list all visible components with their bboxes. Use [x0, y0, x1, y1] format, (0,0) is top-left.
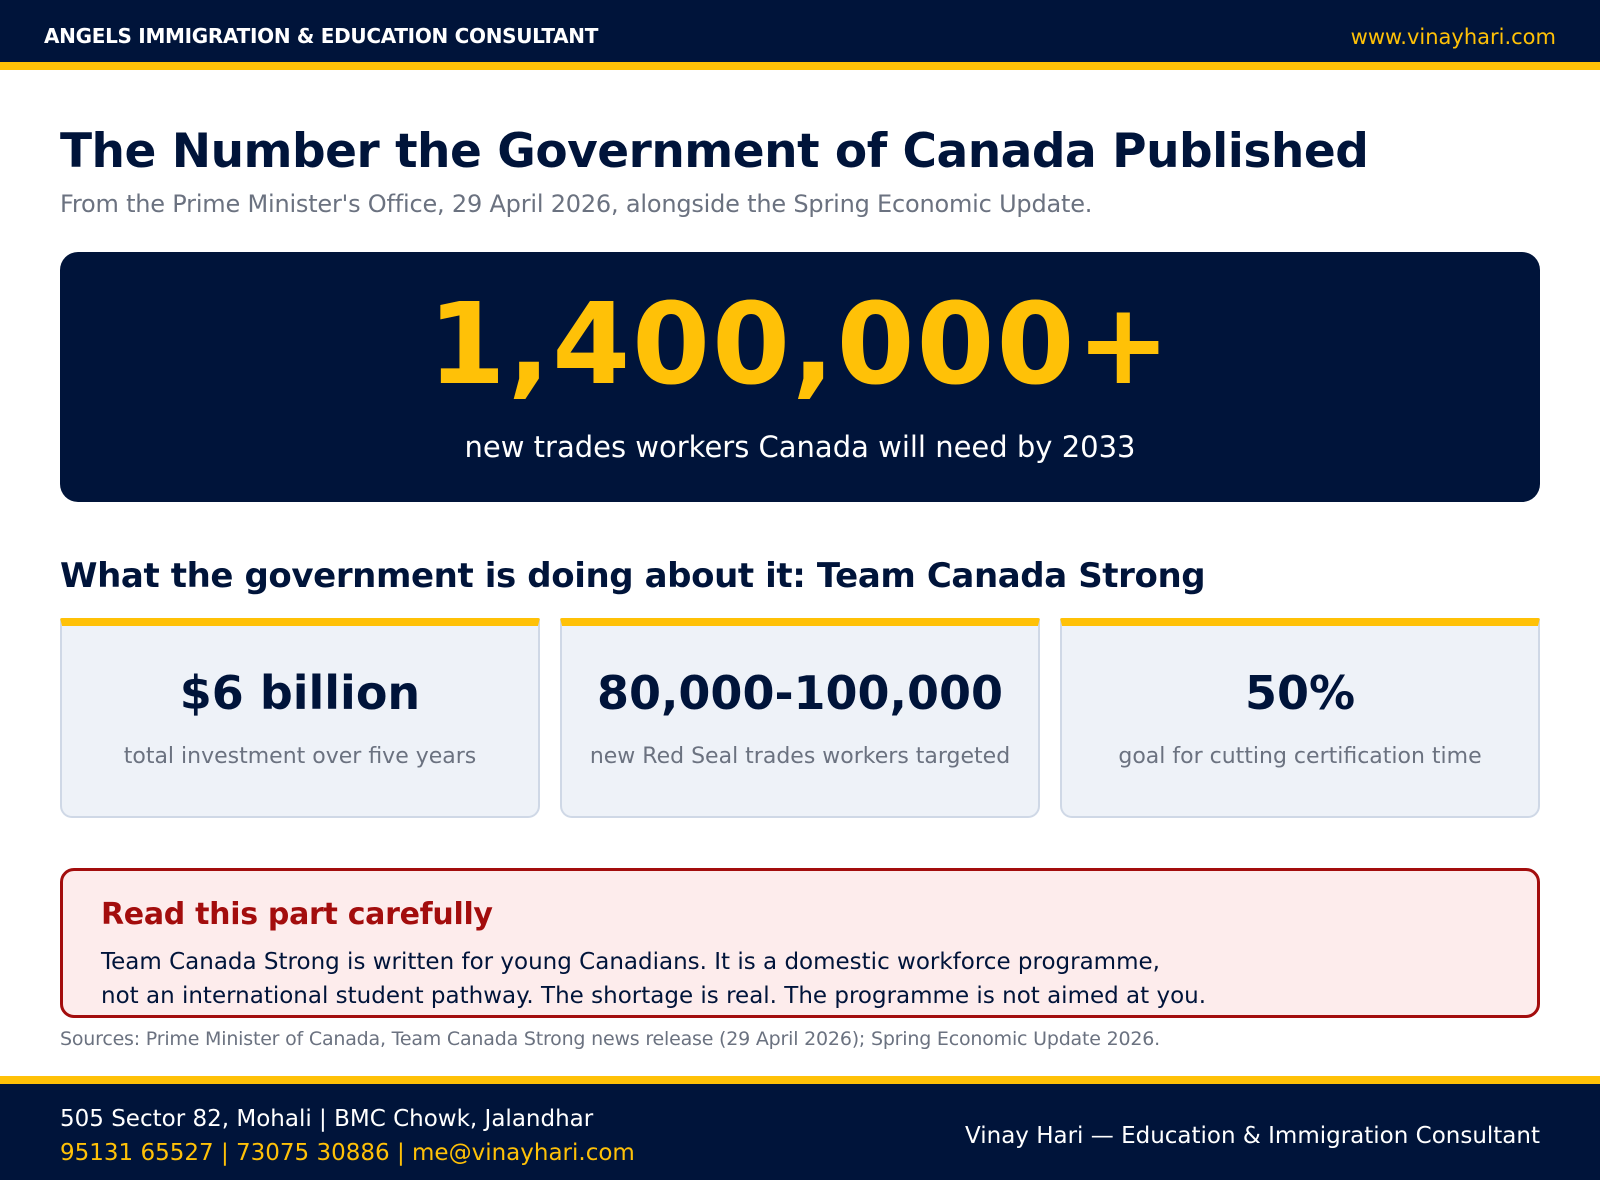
warning-text-line: not an international student pathway. The shortage is real. The programme is not aimed at you.	[101, 983, 1207, 1009]
sources-note: Sources: Prime Minister of Canada, Team Canada Strong news release (29 April 2026); Spring Economic Update 2026.	[60, 1028, 1160, 1050]
stat-label: new Red Seal trades workers targeted	[589, 744, 1011, 769]
stat-value: 80,000-100,000	[596, 666, 1004, 720]
stat-value: $6 billion	[179, 666, 421, 720]
hero-panel	[60, 252, 1540, 502]
top-banner	[0, 0, 1600, 70]
warning-text-line: Team Canada Strong is written for young Canadians. It is a domestic workforce programme,	[101, 949, 1160, 975]
footer-person: Vinay Hari — Education & Immigration Consultant	[965, 1123, 1540, 1149]
warning-box	[60, 868, 1540, 1018]
page-subtitle: From the Prime Minister's Office, 29 April 2026, alongside the Spring Economic Update.	[60, 190, 1093, 218]
footer-address: 505 Sector 82, Mohali | BMC Chowk, Jalandhar	[60, 1106, 594, 1132]
page-title: The Number the Government of Canada Published	[60, 124, 1369, 179]
hero-caption: new trades workers Canada will need by 2033	[464, 430, 1136, 464]
hero-figure: 1,400,000+	[427, 280, 1173, 410]
stat-card-certification	[1060, 618, 1540, 818]
stat-card-workers	[560, 618, 1040, 818]
section-heading: What the government is doing about it: Team Canada Strong	[60, 556, 1206, 596]
stat-card-investment	[60, 618, 540, 818]
organization-name: ANGELS IMMIGRATION & EDUCATION CONSULTANT	[44, 24, 599, 48]
footer-contact[interactable]: 95131 65527 | 73075 30886 | me@vinayhari.com	[60, 1140, 635, 1166]
website-link[interactable]: www.vinayhari.com	[1350, 25, 1556, 49]
stat-label: total investment over five years	[123, 744, 477, 769]
stat-label: goal for cutting certification time	[1118, 744, 1482, 769]
stat-value: 50%	[1244, 666, 1356, 720]
footer-bar	[0, 1076, 1600, 1180]
warning-title: Read this part carefully	[101, 897, 493, 932]
